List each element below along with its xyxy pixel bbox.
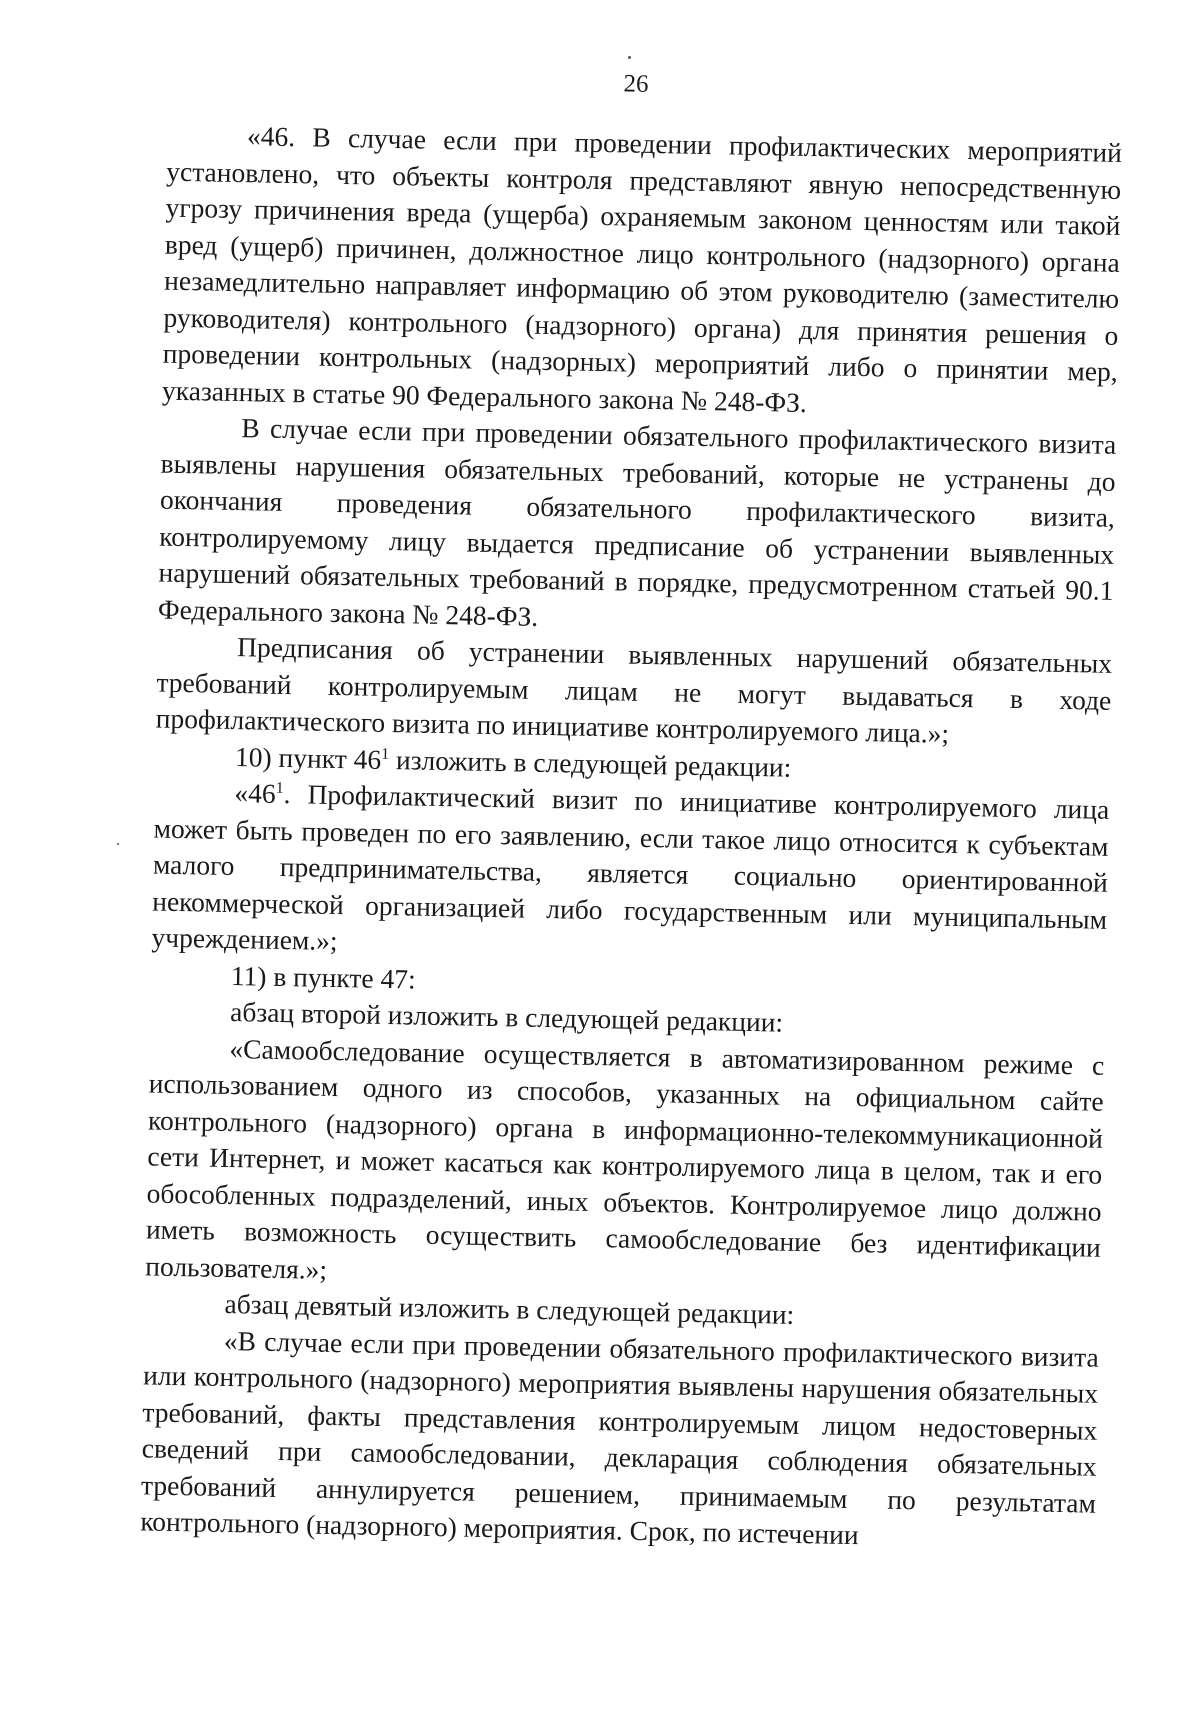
- paragraph-9-intro: абзац девятый изложить в следующей редакции:: [224, 1287, 795, 1330]
- item-10-superscript: 1: [381, 745, 390, 763]
- paragraph-2-text: «Самообследование осуществляется в автоматизированном режиме с использованием одного из способов, указанных на официальном сайте контрольного (надзорного) органа в информационно-телекоммуникационной сети Интернет, и может касаться как контролируемого лица в целом, так и его обособленных подразделений, иных объектов. Контролируемое лицо должно иметь возможность осуществить самообследование без идентификации пользователя.»;: [145, 1032, 1105, 1285]
- item-11: 11) в пункте 47:: [230, 959, 416, 995]
- paragraph-46-violations: В случае если при проведении обязательного профилактического визита выявлены нарушения обязательных требований, которые не устранены до окончания проведения обязательного профилактического визита, контролируемому лицу выдается предписание об устранении выявленных нарушений обязательных требований в порядке, предусмотренном статьей 90.1 Федерального закона № 248-ФЗ.: [157, 412, 1117, 632]
- paragraph-46: «46. В случае если при проведении профилактических мероприятий установлено, что объекты контроля представляют явную непосредственную угрозу причинения вреда (ущерба) охраняемым законом ценностям или такой вред (ущерб) причинен, должностное лицо контрольного (надзорного) органа незамедлительно направляет информацию об этом руководителю (заместителю руководителя) контрольного (надзорного) органа) для принятия решения о проведении контрольных (надзорных) мероприятий либо о принятии мер, указанных в статье 90 Федерального закона № 248-ФЗ.: [161, 120, 1123, 418]
- page-number: 26: [623, 70, 649, 98]
- paragraph-46-1: [151, 774, 1109, 975]
- paragraph-46-1-superscript: 1: [275, 779, 284, 797]
- paragraph-9-text: «В случае если при проведении обязательного профилактического визита или контрольного (надзорного) мероприятия выявлены нарушения обязательных требований, факты представления контролируемым лицом недостоверных сведений при самообследовании, декларация соблюдения обязательных требований аннулируется решением, принимаемым по результатам контрольного (надзорного) мероприятия. Срок, по истечении: [140, 1324, 1100, 1551]
- scan-speck: [117, 843, 119, 845]
- paragraph-2-intro: абзац второй изложить в следующей редакции:: [229, 996, 784, 1038]
- item-10-text: 10) пункт 46: [234, 740, 382, 775]
- scan-speck: [628, 56, 631, 59]
- document-body: [140, 117, 1122, 1559]
- paragraph-46-1-number: «46: [234, 777, 276, 809]
- item-10-text-end: изложить в следующей редакции:: [388, 743, 792, 783]
- paragraph-46-1-text: . Профилактический визит по инициативе контролируемого лица может быть проведен по его заявлению, если такое лицо относится к субъектам малого предпринимательства, является социально ориентированной некоммерческой организацией либо государственным или муниципальным учреждением.»;: [151, 778, 1110, 957]
- paragraph-46-prescriptions: Предписания об устранении выявленных нарушений обязательных требований контролируемым лицам не могут выдаваться в ходе профилактического визита по инициативе контролируемого лица.»;: [155, 631, 1113, 749]
